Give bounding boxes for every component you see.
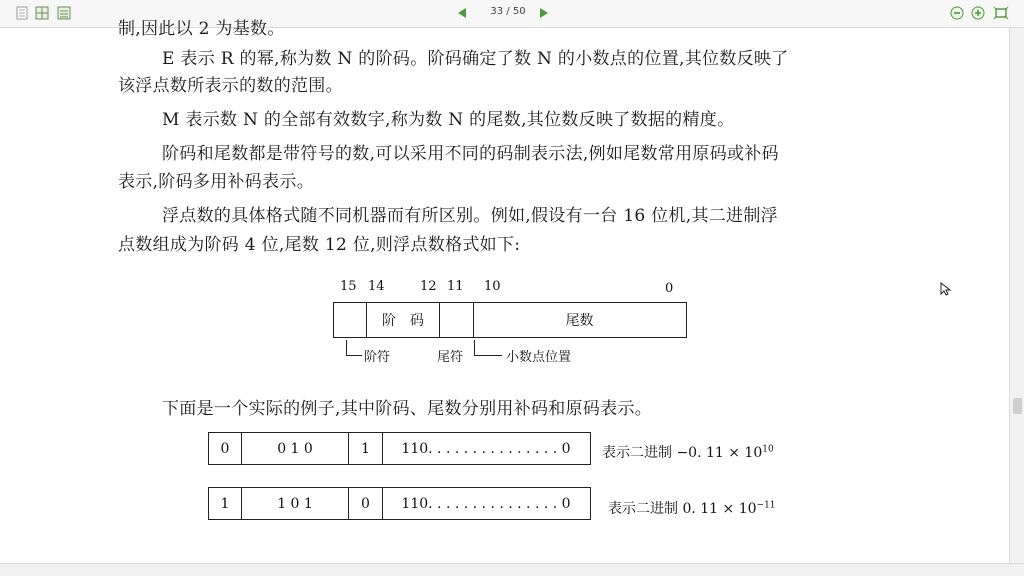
- paragraph-line: 点数组成为阶码 4 位,尾数 12 位,则浮点数格式如下:: [118, 235, 521, 255]
- mantissa-sign-cell: 0: [349, 488, 383, 519]
- bit-label: 10: [484, 279, 501, 294]
- paragraph-line: 表示,阶码多用补码表示。: [118, 172, 315, 192]
- exponent-sign-annotation: 阶符: [364, 350, 391, 365]
- pointer-line: [346, 355, 362, 356]
- zoom-out-icon[interactable]: [949, 5, 965, 21]
- mantissa-sign-annotation: 尾符: [437, 350, 464, 365]
- bit-label: 12: [420, 279, 437, 294]
- cursor-icon: [940, 281, 952, 300]
- vertical-scrollbar[interactable]: [1009, 28, 1024, 564]
- mantissa-sign-cell: 1: [349, 433, 383, 464]
- paragraph-line: 浮点数的具体格式随不同机器而有所区别。例如,假设有一台 16 位机,其二进制浮: [162, 206, 778, 226]
- example-description: 表示二进制 0. $11 \times 10^{-11}$: [608, 500, 776, 517]
- scrollbar-thumb[interactable]: [1013, 398, 1022, 414]
- next-page-icon[interactable]: [536, 5, 552, 21]
- outline-icon[interactable]: [56, 5, 72, 21]
- format-box: [333, 302, 687, 338]
- horizontal-scrollbar[interactable]: [0, 563, 1024, 576]
- example-box: [208, 432, 591, 465]
- top-fragment: 制,因此以 2 为基数。: [118, 19, 285, 39]
- bit-label: 14: [368, 279, 385, 294]
- exponent-cell: 0 1 0: [242, 433, 349, 464]
- exponent-sign-cell: 0: [209, 433, 242, 464]
- mantissa-field: 尾数: [565, 313, 594, 329]
- paragraph-line: M 表示数 N 的全部有效数字,称为数 N 的尾数,其位数反映了数据的精度。: [162, 110, 735, 130]
- mantissa-cell: 110. . . . . . . . . . . . . . . 0: [401, 440, 571, 457]
- example-intro: 下面是一个实际的例子,其中阶码、尾数分别用补码和原码表示。: [162, 399, 653, 419]
- exponent-cell: 1 0 1: [242, 488, 349, 519]
- bit-label: 15: [340, 279, 357, 294]
- mantissa-sign-field: [440, 303, 474, 337]
- mantissa-cell: 110. . . . . . . . . . . . . . . 0: [401, 495, 571, 512]
- pointer-line: [474, 340, 475, 356]
- zoom-in-icon[interactable]: [970, 5, 986, 21]
- bit-label: 11: [447, 279, 464, 294]
- document-page: [0, 19, 1010, 562]
- exponent-sign-field: [334, 303, 367, 337]
- example-box: [208, 487, 591, 520]
- thumbnails-icon[interactable]: [34, 5, 50, 21]
- exponent-sign-cell: 1: [209, 488, 242, 519]
- paragraph-line: E 表示 R 的幂,称为数 N 的阶码。阶码确定了数 N 的小数点的位置,其位数反映了: [162, 49, 789, 69]
- pointer-line: [346, 340, 347, 356]
- bit-label: 0: [665, 281, 674, 296]
- fit-page-icon[interactable]: [993, 5, 1009, 21]
- paragraph-line: 阶码和尾数都是带符号的数,可以采用不同的码制表示法,例如尾数常用原码或补码: [162, 144, 779, 164]
- paragraph-line: 该浮点数所表示的数的范围。: [118, 76, 343, 96]
- page-indicator[interactable]: 33 / 50: [490, 6, 526, 17]
- example-description: 表示二进制 −0. $11 \times 10^{10}$: [602, 444, 774, 461]
- page-icon[interactable]: [14, 5, 30, 21]
- prev-page-icon[interactable]: [454, 5, 470, 21]
- decimal-point-annotation: 小数点位置: [506, 350, 572, 365]
- exponent-field: 阶 码: [367, 303, 440, 337]
- pointer-line: [474, 355, 502, 356]
